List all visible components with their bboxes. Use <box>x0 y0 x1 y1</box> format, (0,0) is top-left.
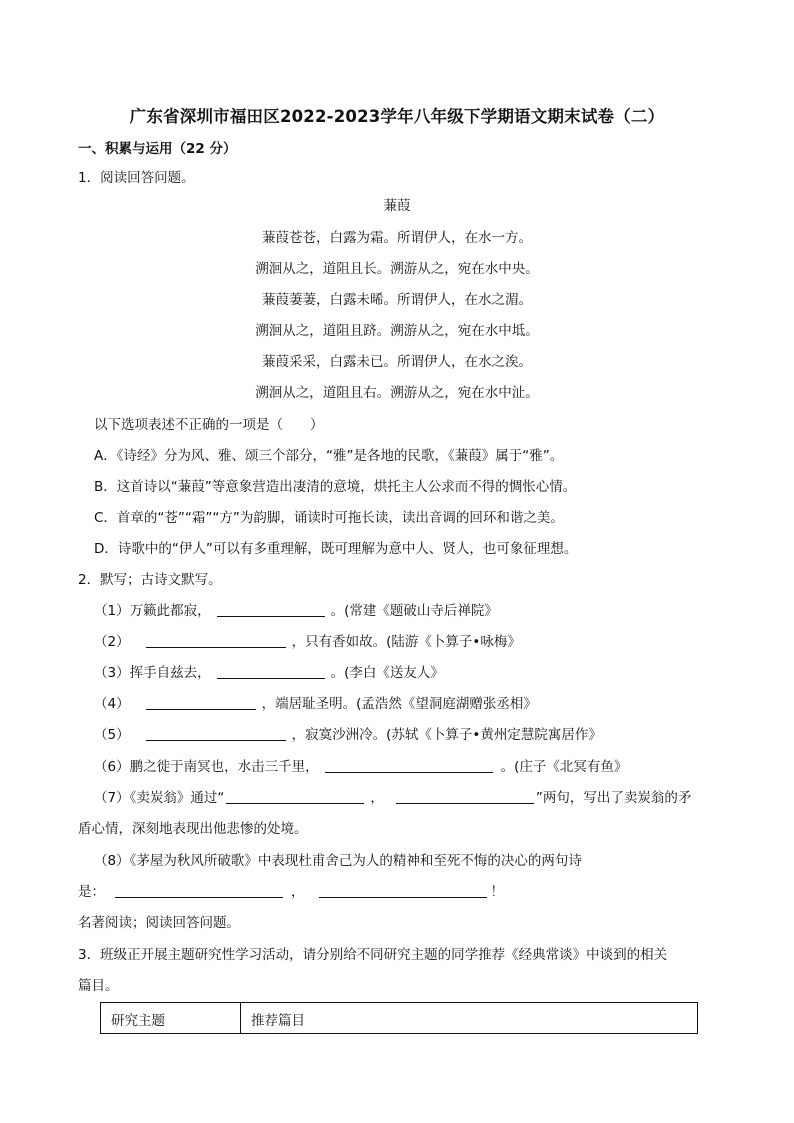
item-text: ， <box>370 790 384 806</box>
item-source: 。(常建《题破山寺后禅院》 <box>330 603 498 619</box>
item-text: （1）万籁此都寂， <box>94 603 211 619</box>
q2-item-7-cont: 盾心情，深刻地表现出他悲惨的处境。 <box>78 821 308 837</box>
q2-item-6 <box>94 757 627 777</box>
q3-stem-cont: 篇目。 <box>78 978 119 994</box>
q1-question: 以下选项表述不正确的一项是（ ） <box>94 417 324 433</box>
answer-blank[interactable] <box>217 602 325 617</box>
item-text: 是： <box>78 884 105 900</box>
answer-blank[interactable] <box>146 726 286 741</box>
q2-item-8-cont <box>78 882 504 902</box>
q2-item-7 <box>94 788 691 808</box>
item-text: ！ <box>490 884 504 900</box>
item-text: ， <box>291 884 305 900</box>
item-text: （7）《卖炭翁》通过“ <box>94 790 225 806</box>
item-text: （3）挥手自兹去， <box>94 665 211 681</box>
q1-stem: 1．阅读回答问题。 <box>78 170 195 186</box>
answer-blank[interactable] <box>325 758 493 773</box>
answer-blank[interactable] <box>115 883 283 898</box>
item-text: （5） <box>94 727 130 743</box>
table-header-topic: 研究主题 <box>101 1003 241 1033</box>
q2-item-5 <box>94 725 602 745</box>
item-source: ，端居耻圣明。(孟浩然《望洞庭湖赠张丞相》 <box>261 696 537 712</box>
answer-blank[interactable] <box>226 789 364 804</box>
section-heading: 一、积累与运用（22 分） <box>78 141 237 157</box>
poem-line: 溯洄从之，道阻且长。溯游从之，宛在水中央。 <box>255 261 539 277</box>
item-source: ，寂寞沙洲冷。(苏轼《卜算子•黄州定慧院寓居作》 <box>291 727 602 743</box>
poem-line: 溯洄从之，道阻且跻。溯游从之，宛在水中坻。 <box>255 323 539 339</box>
poem-line: 蒹葭苍苍，白露为霜。所谓伊人，在水一方。 <box>262 230 532 246</box>
answer-blank[interactable] <box>217 664 325 679</box>
poem-line: 溯洄从之，道阻且右。溯游从之，宛在水中沚。 <box>255 385 539 401</box>
poem-line: 蒹葭萋萋，白露未晞。所谓伊人，在水之湄。 <box>262 292 532 308</box>
q3-stem: 3．班级正开展主题研究性学习活动，请分别给不同研究主题的同学推荐《经典常谈》中谈到的相关 <box>78 947 668 963</box>
q1-option-a: A．《诗经》分为风、雅、颂三个部分，“雅”是各地的民歌，《蒹葭》属于“雅”。 <box>94 448 564 464</box>
q1-option-c: C．首章的“苍”“霜”“方”为韵脚，诵读时可拖长读，读出音调的回环和谐之美。 <box>94 510 564 526</box>
item-source: 。(李白《送友人》 <box>330 665 444 681</box>
q2-item-1 <box>94 601 498 621</box>
q2-stem: 2．默写；古诗文默写。 <box>78 572 222 588</box>
q1-option-d: D．诗歌中的“伊人”可以有多重理解，既可理解为意中人、贤人，也可象征理想。 <box>94 541 578 557</box>
item-text: （6）鹏之徙于南冥也，水击三千里， <box>94 759 319 775</box>
item-text: （2） <box>94 634 130 650</box>
answer-blank[interactable] <box>146 633 286 648</box>
item-source: ，只有香如故。(陆游《卜算子•咏梅》 <box>291 634 521 650</box>
answer-blank[interactable] <box>319 883 487 898</box>
table-header-chapters: 推荐篇目 <box>251 1013 305 1029</box>
classics-heading: 名著阅读；阅读回答问题。 <box>78 915 240 931</box>
page-title: 广东省深圳市福田区2022-2023学年八年级下学期语文期末试卷（二） <box>129 107 665 126</box>
poem-line: 蒹葭采采，白露未已。所谓伊人，在水之涘。 <box>262 354 532 370</box>
q2-item-8: （8）《茅屋为秋风所破歌》中表现杜甫舍己为人的精神和至死不悔的决心的两句诗 <box>94 853 582 869</box>
item-text: ”两句，写出了卖炭翁的矛 <box>535 790 692 806</box>
q1-option-b: B．这首诗以“蒹葭”等意象营造出凄清的意境，烘托主人公求而不得的惆怅心情。 <box>94 479 577 495</box>
item-source: 。(庄子《北冥有鱼》 <box>500 759 628 775</box>
q2-item-2 <box>94 632 521 652</box>
recommendation-table <box>100 1002 698 1034</box>
answer-blank[interactable] <box>146 695 256 710</box>
q2-item-4 <box>94 694 537 714</box>
q2-item-3 <box>94 663 444 683</box>
answer-blank[interactable] <box>396 789 534 804</box>
poem-title: 蒹葭 <box>383 198 411 214</box>
item-text: （4） <box>94 696 130 712</box>
